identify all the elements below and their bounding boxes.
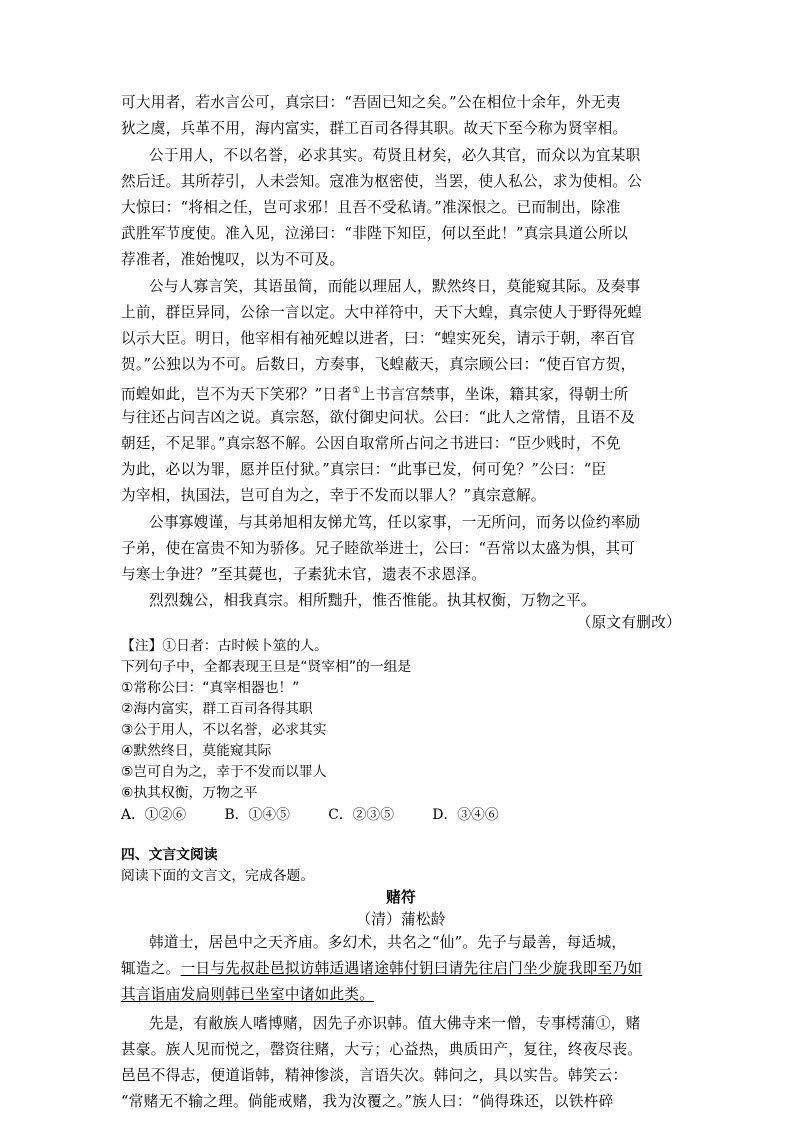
passage1-line: 以示大臣。明日，他宰相有袖死蝗以进者，曰：“蝗实死矣，请示于朝，率百官 bbox=[121, 330, 636, 347]
question-item: ⑥执其权衡，万物之平 bbox=[121, 785, 258, 801]
passage1-line: 上前，群臣异同，公徐一言以定。大中祥符中，天下大蝗，真宗使人于野得死蝗 bbox=[121, 304, 643, 321]
underlined-sentence: 一日与先叔赴邑拟访韩适遇诸途韩付钥曰请先往启门坐少旋我即至乃如 bbox=[180, 960, 643, 977]
option-c[interactable]: C．②③⑤ bbox=[328, 807, 395, 823]
question-item: ⑤岂可自为之，幸于不发而以罪人 bbox=[121, 764, 327, 780]
answer-options bbox=[121, 806, 681, 824]
passage1-line: 可大用者，若水言公可，真宗曰：“吾固已知之矣。”公在相位十余年，外无夷 bbox=[121, 94, 621, 111]
option-b[interactable]: B．①④⑤ bbox=[224, 807, 290, 823]
passage1-text: 而蝗如此，岂不为天下笑邪？”日者 bbox=[121, 385, 353, 403]
passage2-line: 先是，有敝族人嗜博赌，因先子亦识韩。值大佛寺来一僧，专事樗蒲①，赌 bbox=[149, 1015, 641, 1032]
passage2-line: 邑邑不得志，便道诣韩，精神惨淡，言语失次。韩问之，具以实告。韩笑云： bbox=[121, 1067, 628, 1084]
question-item: ③公于用人，不以名誉，必求其实 bbox=[121, 722, 327, 738]
passage2-line-mixed bbox=[121, 960, 681, 978]
passage-author: （清）蒲松龄 bbox=[356, 911, 446, 928]
question-stem: 下列句子中，全都表现王旦是“贤宰相”的一组是 bbox=[121, 659, 412, 675]
passage1-line: 武胜军节度使。准入见，泣涕曰：“非陛下知臣，何以至此！”真宗具道公所以 bbox=[121, 225, 629, 242]
passage1-line: 公与人寡言笑，其语虽简，而能以理屈人，默然终日，莫能窥其际。及奏事 bbox=[149, 278, 641, 295]
passage1-line: 烈烈魏公，相我真宗。相所黜升，惟否惟能。执其权衡，万物之平。 bbox=[149, 592, 596, 609]
section-heading: 四、文言文阅读 bbox=[121, 847, 218, 863]
underlined-sentence: 其言诣庙发扃则韩已坐室中诸如此类。 bbox=[121, 986, 375, 1003]
question-item: ②海内富实，群工百司各得其职 bbox=[121, 701, 313, 717]
passage1-line: 公于用人，不以名誉，必求其实。苟贤且材矣，必久其官，而众以为宜某职 bbox=[149, 147, 641, 164]
annotation-note: 【注】①日者：古时候卜筮的人。 bbox=[121, 638, 328, 654]
passage1-line: 与往还占问吉凶之说。真宗怒，欲付御史问状。公曰：“此人之常情，且语不及 bbox=[121, 409, 636, 426]
passage1-line: 然后迁。其所荐引，人未尝知。寇准为枢密使，当罢，使人私公，求为使相。公 bbox=[121, 173, 643, 190]
passage1-line-with-note bbox=[121, 382, 681, 404]
passage1-line: 贺。”公独以为不可。后数日，方奏事，飞蝗蔽天，真宗顾公曰：“使百官方贺， bbox=[121, 356, 636, 373]
question-item: ①常称公曰：“真宰相器也！” bbox=[121, 680, 300, 696]
passage1-line: 为宰相，执国法，岂可自为之，幸于不发而以罪人？”真宗意解。 bbox=[121, 487, 546, 504]
note-marker: ① bbox=[352, 386, 361, 396]
option-a[interactable]: A．①②⑥ bbox=[121, 807, 187, 823]
source-note: （原文有删改） bbox=[576, 614, 681, 631]
passage2-text: 辄造之。 bbox=[121, 960, 181, 977]
passage1-line: 为此，必以为罪，愿并臣付狱。”真宗曰：“此事已发，何可免？”公曰：“臣 bbox=[121, 461, 607, 478]
option-d[interactable]: D．③④⑥ bbox=[432, 807, 499, 823]
passage1-line: 朝廷，不足罪。”真宗怒不解。公因自取常所占问之书进曰：“臣少贱时，不免 bbox=[121, 435, 621, 452]
passage1-line: 与寒士争进？”至其薨也，子素犹未官，遗表不求恩泽。 bbox=[121, 566, 487, 583]
passage1-line: 狄之虞，兵革不用，海内富实，群工百司各得其职。故天下至今称为贤宰相。 bbox=[121, 120, 628, 137]
section-instruction: 阅读下面的文言文，完成各题。 bbox=[121, 868, 315, 884]
passage2-line: “常赌无不输之理。倘能戒赌，我为汝覆之。”族人曰：“倘得珠还，以铁杵碎 bbox=[121, 1093, 614, 1110]
question-item: ④默然终日，莫能窥其际 bbox=[121, 743, 272, 759]
passage1-line: 荐准者，准始愧叹，以为不可及。 bbox=[121, 251, 345, 268]
passage1-line: 公事寡嫂谨，与其弟旭相友悌尤笃，任以家事，一无所问，而务以俭约率励 bbox=[149, 514, 641, 531]
passage2-line: 韩道士，居邑中之天齐庙。多幻术，共名之“仙”。先子与最善，每适城， bbox=[149, 934, 627, 951]
passage1-line: 子弟，使在富贵不知为骄侈。兄子睦欲举进士，公曰：“吾常以太盛为惧，其可 bbox=[121, 540, 636, 557]
passage1-text: 上书言宫禁事，坐诛，籍其家，得朝士所 bbox=[360, 385, 629, 403]
passage1-line: 大惊曰：“将相之任，岂可求邪！且吾不受私请。”准深恨之。已而制出，除准 bbox=[121, 199, 621, 216]
passage2-line: 甚豪。族人见而悦之，罄资往赌，大亏；心益热，典质田产，复往，终夜尽丧。 bbox=[121, 1041, 643, 1058]
passage-title: 赌符 bbox=[386, 889, 416, 906]
